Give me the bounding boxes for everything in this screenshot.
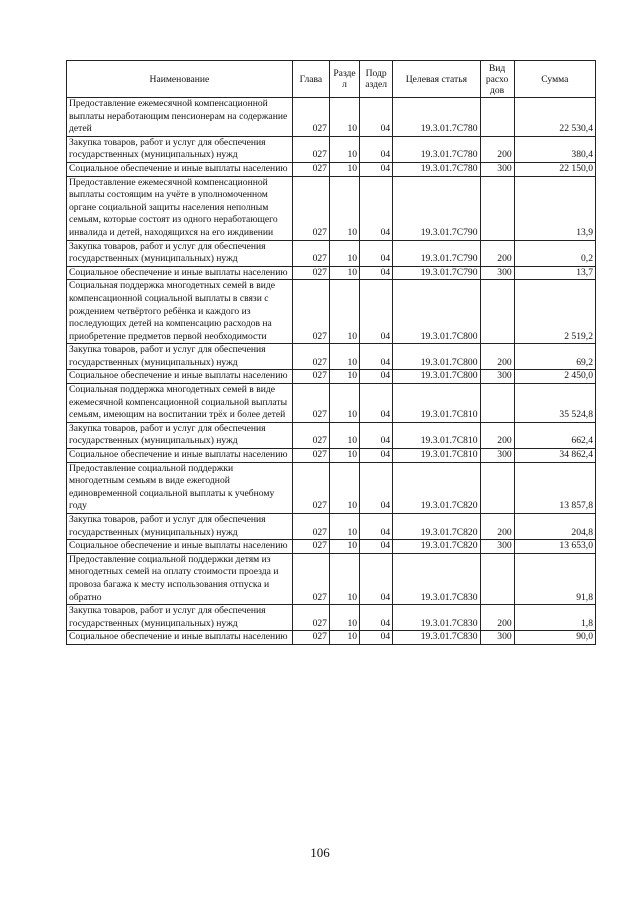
header-chapter: Глава: [292, 61, 329, 98]
cell-name: Предоставление социальной поддержки детям из многодетных семей на оплату стоимости проезда и провоза багажа к месту использования отпуска и обратно: [67, 553, 293, 604]
table-row: [67, 422, 596, 448]
header-target: Целевая статья: [393, 61, 480, 98]
table-row: [67, 240, 596, 266]
cell-subsection: 04: [360, 344, 393, 370]
cell-expense-type: 200: [480, 605, 514, 631]
cell-amount: 2 450,0: [514, 370, 595, 384]
cell-chapter: 027: [292, 631, 329, 645]
cell-name: Социальное обеспечение и иные выплаты населению: [67, 631, 293, 645]
cell-chapter: 027: [292, 176, 329, 240]
cell-subsection: 04: [360, 98, 393, 137]
cell-target: 19.3.01.7С780: [393, 98, 480, 137]
cell-expense-type: 300: [480, 266, 514, 280]
header-expense-type: Вид расхо дов: [480, 61, 514, 98]
table-row: [67, 176, 596, 240]
cell-subsection: 04: [360, 280, 393, 344]
cell-expense-type: [480, 384, 514, 423]
table-row: [67, 136, 596, 162]
cell-subsection: 04: [360, 462, 393, 513]
cell-subsection: 04: [360, 176, 393, 240]
cell-name: Социальное обеспечение и иные выплаты населению: [67, 266, 293, 280]
cell-target: 19.3.01.7С830: [393, 553, 480, 604]
cell-expense-type: 200: [480, 136, 514, 162]
cell-target: 19.3.01.7С780: [393, 136, 480, 162]
table-row: [67, 280, 596, 344]
cell-section: 10: [329, 136, 359, 162]
cell-expense-type: [480, 553, 514, 604]
cell-expense-type: [480, 176, 514, 240]
cell-subsection: 04: [360, 605, 393, 631]
cell-section: 10: [329, 514, 359, 540]
cell-chapter: 027: [292, 514, 329, 540]
cell-target: 19.3.01.7С790: [393, 266, 480, 280]
cell-name: Социальная поддержка многодетных семей в виде ежемесячной компенсационной социальной выплаты семьям, имеющим на воспитании трёх и более детей: [67, 384, 293, 423]
cell-subsection: 04: [360, 370, 393, 384]
cell-subsection: 04: [360, 514, 393, 540]
table-row: [67, 514, 596, 540]
cell-section: 10: [329, 422, 359, 448]
cell-section: 10: [329, 240, 359, 266]
cell-chapter: 027: [292, 422, 329, 448]
table-row: [67, 540, 596, 554]
cell-target: 19.3.01.7С780: [393, 162, 480, 176]
cell-section: 10: [329, 449, 359, 463]
cell-name: Закупка товаров, работ и услуг для обеспечения государственных (муниципальных) нужд: [67, 344, 293, 370]
cell-amount: 91,8: [514, 553, 595, 604]
cell-section: 10: [329, 98, 359, 137]
cell-name: Предоставление ежемесячной компенсационной выплаты неработающим пенсионерам на содержание детей: [67, 98, 293, 137]
cell-chapter: 027: [292, 136, 329, 162]
table-row: [67, 605, 596, 631]
header-section: Разде л: [329, 61, 359, 98]
cell-section: 10: [329, 462, 359, 513]
cell-subsection: 04: [360, 162, 393, 176]
cell-target: 19.3.01.7С820: [393, 462, 480, 513]
cell-name: Закупка товаров, работ и услуг для обеспечения государственных (муниципальных) нужд: [67, 422, 293, 448]
table-body: [67, 98, 596, 645]
cell-amount: 69,2: [514, 344, 595, 370]
cell-target: 19.3.01.7С820: [393, 540, 480, 554]
cell-amount: 22 530,4: [514, 98, 595, 137]
cell-subsection: 04: [360, 422, 393, 448]
cell-target: 19.3.01.7С820: [393, 514, 480, 540]
table-row: [67, 449, 596, 463]
budget-table: [66, 60, 596, 645]
cell-subsection: 04: [360, 240, 393, 266]
cell-amount: 34 862,4: [514, 449, 595, 463]
table-row: [67, 631, 596, 645]
cell-subsection: 04: [360, 553, 393, 604]
cell-target: 19.3.01.7С830: [393, 605, 480, 631]
header-amount: Сумма: [514, 61, 595, 98]
cell-subsection: 04: [360, 136, 393, 162]
cell-chapter: 027: [292, 344, 329, 370]
cell-amount: 13 653,0: [514, 540, 595, 554]
cell-section: 10: [329, 162, 359, 176]
cell-name: Закупка товаров, работ и услуг для обеспечения государственных (муниципальных) нужд: [67, 605, 293, 631]
cell-name: Социальная поддержка многодетных семей в виде компенсационной социальной выплаты в связи с рождением четвёртого ребёнка и каждого из последующих детей на компенсацию расходов на приобретение предметов первой необходимости: [67, 280, 293, 344]
cell-target: 19.3.01.7С790: [393, 240, 480, 266]
cell-amount: 35 524,8: [514, 384, 595, 423]
cell-section: 10: [329, 344, 359, 370]
cell-section: 10: [329, 384, 359, 423]
cell-section: 10: [329, 370, 359, 384]
cell-chapter: 027: [292, 449, 329, 463]
cell-section: 10: [329, 631, 359, 645]
cell-name: Социальное обеспечение и иные выплаты населению: [67, 540, 293, 554]
cell-section: 10: [329, 553, 359, 604]
cell-subsection: 04: [360, 631, 393, 645]
cell-expense-type: [480, 280, 514, 344]
cell-name: Социальное обеспечение и иные выплаты населению: [67, 449, 293, 463]
cell-name: Социальное обеспечение и иные выплаты населению: [67, 162, 293, 176]
cell-amount: 0,2: [514, 240, 595, 266]
cell-section: 10: [329, 540, 359, 554]
cell-subsection: 04: [360, 449, 393, 463]
cell-expense-type: 300: [480, 370, 514, 384]
cell-amount: 13,7: [514, 266, 595, 280]
cell-amount: 22 150,0: [514, 162, 595, 176]
cell-chapter: 027: [292, 462, 329, 513]
cell-chapter: 027: [292, 280, 329, 344]
cell-expense-type: 300: [480, 631, 514, 645]
cell-subsection: 04: [360, 384, 393, 423]
cell-amount: 13 857,8: [514, 462, 595, 513]
table-row: [67, 98, 596, 137]
cell-expense-type: 200: [480, 422, 514, 448]
cell-chapter: 027: [292, 240, 329, 266]
cell-chapter: 027: [292, 540, 329, 554]
cell-subsection: 04: [360, 266, 393, 280]
cell-name: Закупка товаров, работ и услуг для обеспечения государственных (муниципальных) нужд: [67, 136, 293, 162]
cell-section: 10: [329, 605, 359, 631]
cell-target: 19.3.01.7С810: [393, 422, 480, 448]
table-row: [67, 384, 596, 423]
table-row: [67, 370, 596, 384]
header-subsection: Подр аздел: [360, 61, 393, 98]
cell-chapter: 027: [292, 370, 329, 384]
cell-target: 19.3.01.7С790: [393, 176, 480, 240]
cell-chapter: 027: [292, 162, 329, 176]
cell-expense-type: 200: [480, 344, 514, 370]
cell-expense-type: 300: [480, 162, 514, 176]
cell-amount: 90,0: [514, 631, 595, 645]
cell-section: 10: [329, 176, 359, 240]
cell-amount: 1,8: [514, 605, 595, 631]
cell-amount: 662,4: [514, 422, 595, 448]
table-header-row: [67, 61, 596, 98]
table-row: [67, 266, 596, 280]
cell-chapter: 027: [292, 553, 329, 604]
cell-expense-type: 300: [480, 449, 514, 463]
cell-expense-type: 200: [480, 240, 514, 266]
cell-chapter: 027: [292, 98, 329, 137]
cell-name: Предоставление социальной поддержки многодетным семьям в виде ежегодной единовременной социальной выплаты к учебному году: [67, 462, 293, 513]
cell-target: 19.3.01.7С800: [393, 370, 480, 384]
cell-target: 19.3.01.7С800: [393, 344, 480, 370]
cell-target: 19.3.01.7С810: [393, 449, 480, 463]
cell-amount: 13,9: [514, 176, 595, 240]
cell-amount: 204,8: [514, 514, 595, 540]
cell-name: Закупка товаров, работ и услуг для обеспечения государственных (муниципальных) нужд: [67, 514, 293, 540]
cell-name: Предоставление ежемесячной компенсационной выплаты состоящим на учёте в уполномоченном органе социальной защиты населения неполным семьям, которые состоят из одного неработающего инвалида и детей, находящихся на его иждивении: [67, 176, 293, 240]
cell-subsection: 04: [360, 540, 393, 554]
header-name: Наименование: [67, 61, 293, 98]
table-row: [67, 162, 596, 176]
cell-target: 19.3.01.7С830: [393, 631, 480, 645]
table-row: [67, 462, 596, 513]
cell-expense-type: [480, 98, 514, 137]
cell-section: 10: [329, 280, 359, 344]
cell-amount: 380,4: [514, 136, 595, 162]
cell-section: 10: [329, 266, 359, 280]
cell-chapter: 027: [292, 605, 329, 631]
cell-expense-type: 200: [480, 514, 514, 540]
page-number: 106: [310, 845, 330, 860]
cell-name: Социальное обеспечение и иные выплаты населению: [67, 370, 293, 384]
cell-chapter: 027: [292, 384, 329, 423]
cell-name: Закупка товаров, работ и услуг для обеспечения государственных (муниципальных) нужд: [67, 240, 293, 266]
table-row: [67, 553, 596, 604]
table-row: [67, 344, 596, 370]
cell-expense-type: 300: [480, 540, 514, 554]
cell-target: 19.3.01.7С810: [393, 384, 480, 423]
cell-expense-type: [480, 462, 514, 513]
cell-amount: 2 519,2: [514, 280, 595, 344]
cell-target: 19.3.01.7С800: [393, 280, 480, 344]
cell-chapter: 027: [292, 266, 329, 280]
